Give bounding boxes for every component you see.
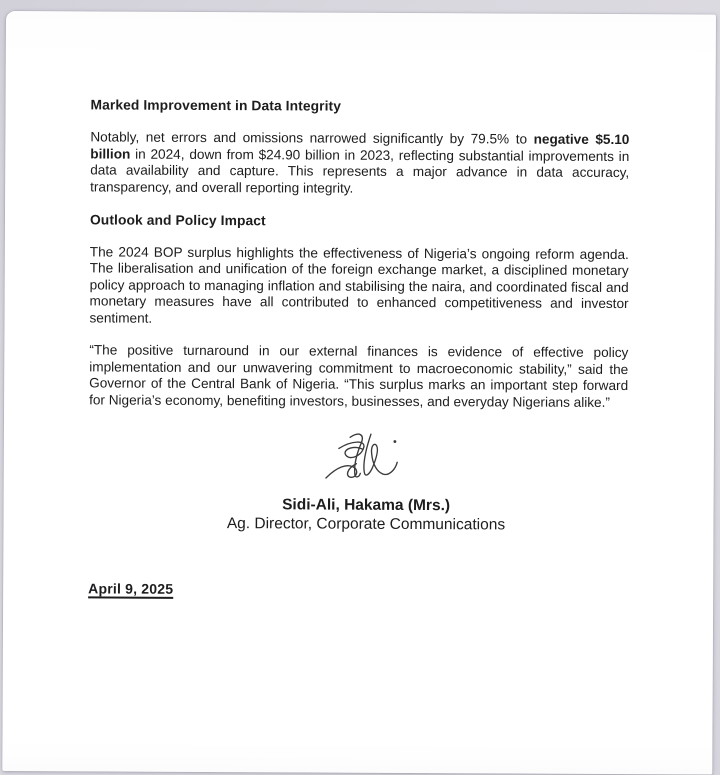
section-heading-data-integrity: Marked Improvement in Data Integrity: [90, 97, 342, 114]
signature-icon: [314, 426, 418, 493]
bold-figure-net-errors: negative $5.10 billion: [90, 131, 630, 162]
paragraph-outlook: The 2024 BOP surplus highlights the effectiveness of Nigeria’s ongoing reform agenda. The liberalisation and unification of the foreign exchange market, a disciplined monetary policy approach to managing inflation and stabilising the naira, and coordinated fiscal and monetary measures have all contributed to enhanced competitiveness and investor sentiment.: [89, 244, 629, 326]
signature-block: [96, 425, 636, 535]
signatory-name: Sidi-Ali, Hakama (Mrs.): [282, 495, 451, 514]
paragraph-data-integrity: [90, 130, 629, 198]
document-content: [3, 11, 716, 600]
paragraph-text-post: in 2024, down from $24.90 billion in 2023, reflecting substantial improvements in data availability and capture. This represents a major advance in data accuracy, transparency, and overall reporting integrity.: [90, 146, 630, 196]
signatory-title: Ag. Director, Corporate Communications: [226, 514, 506, 534]
document-date: April 9, 2025: [88, 580, 174, 597]
paragraph-governor-quote: “The positive turnaround in our external finances is evidence of effective policy implementation and our unwavering commitment to macroeconomic stability,” said the Governor of the Central Bank of Nigeria. “This surplus marks an important step forward for Nigeria’s economy, benefiting investors, businesses, and everyday Nigerians alike.”: [89, 342, 629, 410]
paragraph-text-pre: Notably, net errors and omissions narrowed significantly by 79.5% to: [90, 129, 534, 147]
document-page: [2, 11, 716, 774]
section-heading-outlook: Outlook and Policy Impact: [89, 211, 266, 228]
